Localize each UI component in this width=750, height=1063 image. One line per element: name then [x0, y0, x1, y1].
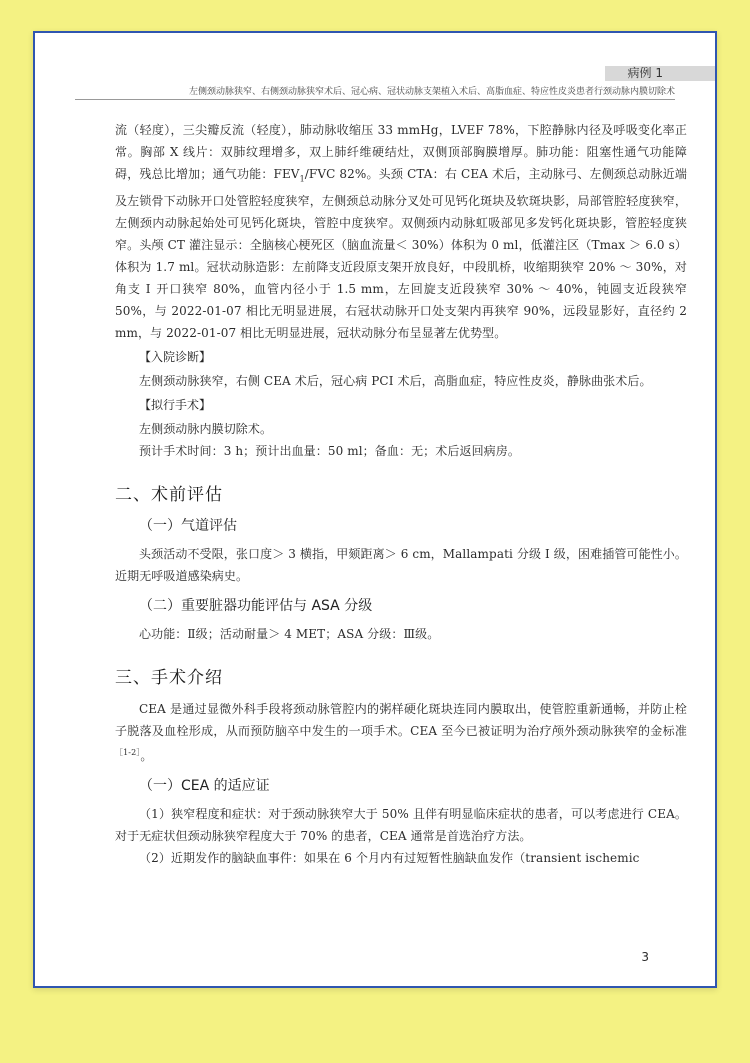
indication-2-text: （2）近期发作的脑缺血事件：如果在 6 个月内有过短暂性脑缺血发作（transient ischemic — [139, 851, 640, 866]
subsection-indications-title: （一）CEA 的适应证 — [139, 778, 270, 795]
section-preop-title: 二、术前评估 — [115, 485, 223, 506]
citation-ref: ［1-2］ — [115, 748, 141, 758]
planned-surgery-text: 左侧颈动脉内膜切除术。 — [139, 422, 273, 437]
running-title: 左侧颈动脉狭窄、右侧颈动脉狭窄术后、冠心病、冠状动脉支架植入术后、高脂血症、特应性皮炎患者行颈动脉内膜切除术 — [188, 87, 675, 97]
body-content — [115, 119, 687, 869]
document-page — [35, 33, 715, 986]
admission-diagnosis-text: 左侧颈动脉狭窄，右侧 CEA 术后，冠心病 PCI 术后，高脂血症，特应性皮炎，静脉曲张术后。 — [139, 374, 652, 389]
planned-surgery-heading: 【拟行手术】 — [139, 398, 212, 413]
cea-intro-body: CEA 是通过显微外科手段将颈动脉管腔内的粥样硬化斑块连同内膜取出，使管腔重新通畅，并防止栓子脱落及血栓形成，从而预防脑卒中发生的一项手术。CEA 至今已被证明为治疗颅外颈动脉狭窄的金标准 — [115, 702, 687, 739]
airway-text: 头颈活动不受限，张口度＞ 3 横指，甲颏距离＞ 6 cm，Mallampati 分级 Ⅰ 级，困难插管可能性小。近期无呼吸道感染病史。 — [115, 547, 687, 584]
exam-text-1: 流（轻度），三尖瓣反流（轻度），肺动脉收缩压 33 mmHg，LVEF 78%，下腔静脉内径及呼吸变化率正常。胸部 X 线片：双肺纹理增多，双上肺纤维硬结灶，双侧顶部胸膜增厚。肺功能：阻塞性通气功能障碍，残总比增加；通气功能：FEV — [115, 123, 687, 181]
header-rule — [75, 99, 675, 100]
exam-text-2: /FVC 82%。头颈 CTA：右 CEA 术后，主动脉弓、左侧颈总动脉近端及左锁骨下动脉开口处管腔轻度狭窄，左侧颈总动脉分叉处可见钙化斑块及软斑块影，局部管腔轻度狭窄，左侧颈内动脉起始处可见钙化斑块，管腔中度狭窄。双侧颈内动脉虹吸部见多发钙化斑块影，管腔轻度狭窄。头颅 CT 灌注显示：全脑核心梗死区（脑血流量＜ 30%）体积为 0 ml，低灌注区（Tmax ＞ 6.0 s）体积为 1.7 ml。冠状动脉造影：左前降支近段原支架开放良好，中段肌桥，收缩期狭窄 20% ～ 30%，对角支 Ⅰ 开口狭窄 80%，血管内径小于 1.5 mm，左回旋支近段狭窄 30% ～ 40%，钝圆支近段狭窄 50%，与 2022-01-07 相比无明显进展，右冠状动脉开口处支架内再狭窄 90%，远段显影好，直径约 2 mm，与 2022-01-07 相比无明显进展，冠状动脉分布呈显著左优势型。 — [115, 167, 687, 341]
organ-text: 心功能：Ⅱ级；活动耐量＞ 4 MET；ASA 分级：Ⅲ级。 — [139, 627, 440, 642]
page-frame — [33, 31, 717, 988]
case-label: 病例 1 — [627, 66, 663, 80]
fev-subscript: 1 — [299, 174, 305, 184]
paragraph-exam-results — [115, 119, 687, 344]
indication-1-text: （1）狭窄程度和症状：对于颈动脉狭窄大于 50% 且伴有明显临床症状的患者，可以考虑进行 CEA。对于无症状但颈动脉狭窄程度大于 70% 的患者，CEA 通常是首选治疗方法。 — [115, 807, 687, 844]
page-number: 3 — [641, 950, 649, 964]
planned-surgery-details: 预计手术时间：3 h；预计出血量：50 ml；备血：无；术后返回病房。 — [139, 444, 520, 459]
admission-diagnosis-heading: 【入院诊断】 — [139, 350, 212, 365]
subsection-airway-title: （一）气道评估 — [139, 518, 237, 535]
cea-intro-text — [115, 698, 687, 767]
subsection-organ-title: （二）重要脏器功能评估与 ASA 分级 — [139, 598, 373, 615]
cea-intro-end: 。 — [140, 749, 153, 764]
section-surgery-title: 三、手术介绍 — [115, 668, 223, 689]
